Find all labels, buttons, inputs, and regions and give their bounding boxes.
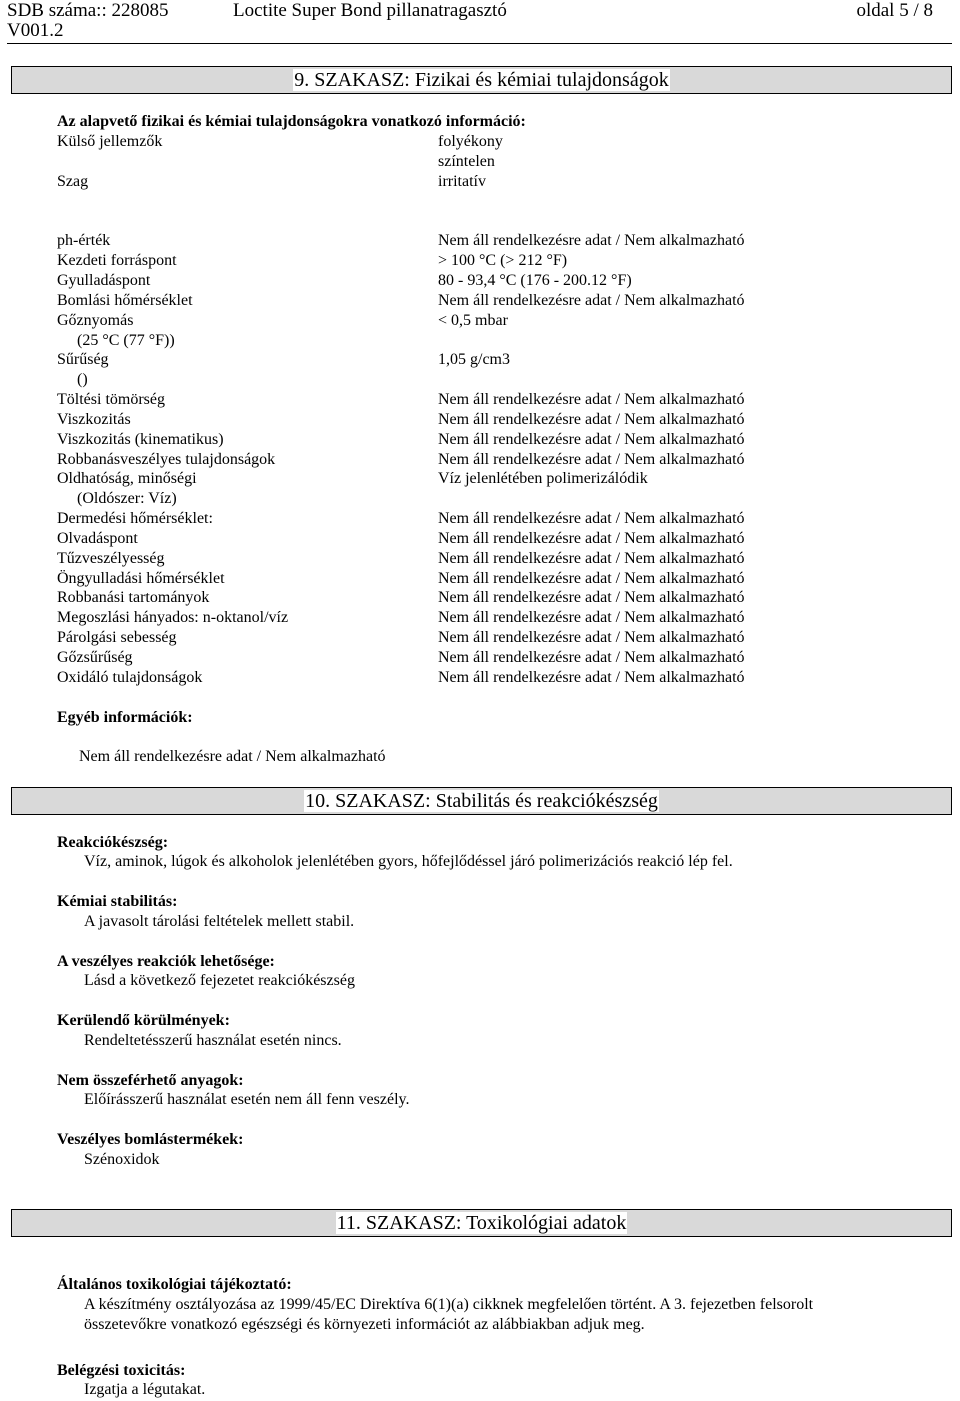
property-label: Gőzsűrűség [57,649,133,666]
property-label: Viszkozitás [57,411,131,428]
property-value: Nem áll rendelkezésre adat / Nem alkalmazható [438,570,745,587]
chemical-stability-text: A javasolt tárolási feltételek mellett stabil. [84,913,355,930]
odor-value: irritatív [438,173,486,190]
property-value: 80 - 93,4 °C (176 - 200.12 °F) [438,272,632,289]
appearance-label: Külső jellemzők [57,133,163,150]
property-label: ph-érték [57,232,111,249]
property-value: Nem áll rendelkezésre adat / Nem alkalmazható [438,609,745,626]
decomposition-products-label: Veszélyes bomlástermékek: [57,1131,244,1148]
property-label: Bomlási hőmérséklet [57,292,193,309]
property-label: Robbanási tartományok [57,589,210,606]
incompatible-materials-text: Előírásszerű használat esetén nem áll fenn veszély. [84,1091,410,1108]
property-value: < 0,5 mbar [438,312,508,329]
general-toxicology-line-2: összetevőkre vonatkozó egészségi és környezeti információt az alábbiakban adjuk meg. [84,1316,645,1333]
reactivity-label: Reakciókészség: [57,834,169,851]
section-10-header [11,787,952,815]
decomposition-products-text: Szénoxidok [84,1151,160,1168]
hazardous-reactions-label: A veszélyes reakciók lehetősége: [57,953,275,970]
appearance-value-2: színtelen [438,153,495,170]
property-sublabel: () [77,371,88,388]
property-label: Olvadáspont [57,530,138,547]
property-value: Nem áll rendelkezésre adat / Nem alkalmazható [438,589,745,606]
general-toxicology-label: Általános toxikológiai tájékoztató: [57,1276,292,1293]
property-value: Nem áll rendelkezésre adat / Nem alkalmazható [438,292,745,309]
property-value: Nem áll rendelkezésre adat / Nem alkalmazható [438,232,745,249]
section-9-intro: Az alapvető fizikai és kémiai tulajdonságokra vonatkozó információ: [57,113,526,130]
property-label: Töltési tömörség [57,391,165,408]
property-label: Viszkozitás (kinematikus) [57,431,224,448]
property-label: Robbanásveszélyes tulajdonságok [57,451,276,468]
hazardous-reactions-text: Lásd a következő fejezetet reakciókészség [84,972,355,989]
other-info-label: Egyéb információk: [57,709,193,726]
property-value: Nem áll rendelkezésre adat / Nem alkalmazható [438,451,745,468]
product-name: Loctite Super Bond pillanatragasztó [233,0,507,21]
page-header [0,0,960,44]
other-info-value: Nem áll rendelkezésre adat / Nem alkalmazható [79,748,386,765]
property-sublabel: (25 °C (77 °F)) [77,332,175,349]
property-label: Párolgási sebesség [57,629,177,646]
header-divider [7,43,952,44]
incompatible-materials-label: Nem összeférhető anyagok: [57,1072,244,1089]
reactivity-text: Víz, aminok, lúgok és alkoholok jelenlétében gyors, hőfejlődéssel járó polimerizációs reakció lép fel. [84,853,733,870]
property-value: 1,05 g/cm3 [438,351,510,368]
sdb-number: SDB száma:: 228085 [7,0,169,21]
page-number: oldal 5 / 8 [856,0,933,21]
property-value: Nem áll rendelkezésre adat / Nem alkalmazható [438,431,745,448]
property-value: Nem áll rendelkezésre adat / Nem alkalmazható [438,391,745,408]
section-9-header [11,66,952,94]
property-value: Nem áll rendelkezésre adat / Nem alkalmazható [438,629,745,646]
general-toxicology-line-1: A készítmény osztályozása az 1999/45/EC Direktíva 6(1)(a) cikknek megfelelően történt. A 3. fejezetben felsorolt [84,1296,814,1313]
section-11-header [11,1209,952,1237]
section-10-title: 10. SZAKASZ: Stabilitás és reakciókészség [305,790,658,812]
property-label: Sűrűség [57,351,109,368]
property-value: Víz jelenlétében polimerizálódik [438,470,648,487]
conditions-to-avoid-label: Kerülendő körülmények: [57,1012,230,1029]
property-label: Tűzveszélyesség [57,550,165,567]
inhalation-toxicity-label: Belégzési toxicitás: [57,1362,186,1379]
property-label: Dermedési hőmérséklet: [57,510,213,527]
version: V001.2 [7,20,64,41]
chemical-stability-label: Kémiai stabilitás: [57,893,178,910]
property-value: Nem áll rendelkezésre adat / Nem alkalmazható [438,530,745,547]
property-value: > 100 °C (> 212 °F) [438,252,568,269]
inhalation-toxicity-text: Izgatja a légutakat. [84,1381,206,1398]
property-value: Nem áll rendelkezésre adat / Nem alkalmazható [438,510,745,527]
property-value: Nem áll rendelkezésre adat / Nem alkalmazható [438,649,745,666]
property-value: Nem áll rendelkezésre adat / Nem alkalmazható [438,550,745,567]
property-label: Gőznyomás [57,312,134,329]
property-sublabel: (Oldószer: Víz) [77,490,177,507]
property-label: Oldhatóság, minőségi [57,470,197,487]
property-label: Oxidáló tulajdonságok [57,669,203,686]
property-label: Öngyulladási hőmérséklet [57,570,225,587]
property-value: Nem áll rendelkezésre adat / Nem alkalmazható [438,411,745,428]
conditions-to-avoid-text: Rendeltetésszerű használat esetén nincs. [84,1032,342,1049]
property-label: Kezdeti forráspont [57,252,177,269]
section-11-title: 11. SZAKASZ: Toxikológiai adatok [336,1212,627,1234]
property-label: Gyulladáspont [57,272,151,289]
property-value: Nem áll rendelkezésre adat / Nem alkalmazható [438,669,745,686]
appearance-value-1: folyékony [438,133,503,150]
property-label: Megoszlási hányados: n-oktanol/víz [57,609,289,626]
section-9-title: 9. SZAKASZ: Fizikai és kémiai tulajdonságok [294,69,669,91]
odor-label: Szag [57,173,89,190]
